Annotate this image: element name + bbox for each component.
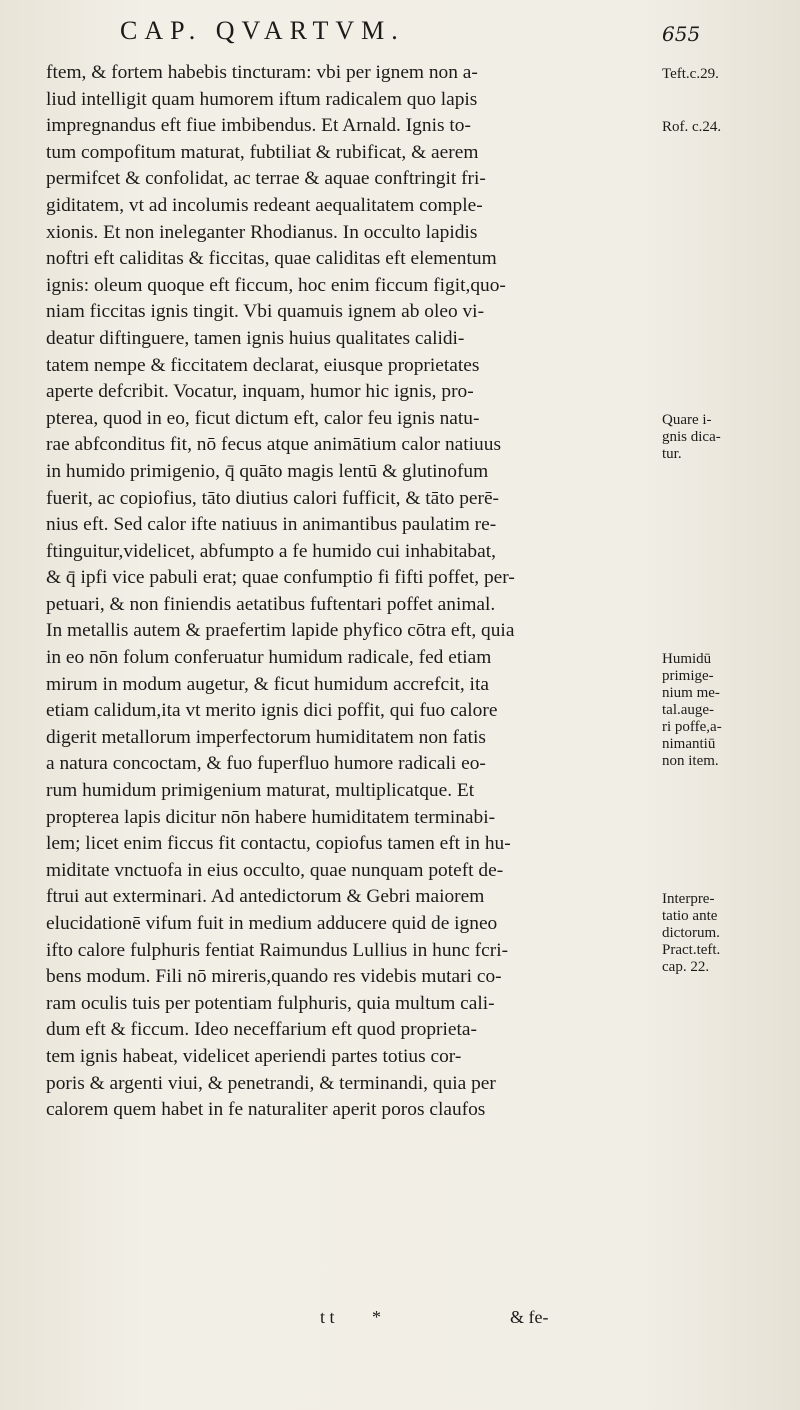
text-line: elucidationē vifum fuit in medium adducere quid de igneo [46, 913, 498, 934]
text-line: fuerit, ac copiofius, tāto diutius calori fufficit, & tāto perē- [46, 487, 500, 509]
text-line: noftri eft caliditas & ficcitas, quae caliditas eft elementum [46, 248, 497, 270]
text-line: In metallis autem & praefertim lapide phyfico cōtra eft, quia [46, 620, 515, 642]
text-line: nius eft. Sed calor ifte natiuus in animantibus paulatim re- [46, 514, 497, 536]
asterisk-mark: * [372, 1307, 381, 1327]
text-line: impregnandus eft fiue imbibendus. Et Arnald. Ignis to- [46, 115, 471, 137]
catchword: & fe- [510, 1307, 549, 1327]
margin-note: Teft.c.29. [662, 66, 719, 82]
text-line: petuari, & non finiendis aetatibus fuftentari poffet animal. [46, 593, 496, 615]
margin-note: ri poffe,a- [662, 719, 722, 736]
margin-note: dictorum. [662, 924, 720, 941]
text-line: giditatem, vt ad incolumis redeant aequalitatem comple- [46, 194, 483, 216]
margin-note: non item. [662, 753, 719, 770]
text-line: mirum in modum augetur, & ficut humidum accrefcit, ita [46, 673, 489, 695]
text-line: etiam calidum,ita vt merito ignis dici poffit, qui fuo calore [46, 700, 498, 722]
text-line: & q̄ ipfi vice pabuli erat; quae confumptio fi fifti poffet, per- [46, 567, 515, 589]
text-line: ftinguitur,videlicet, abfumpto a fe humido cui inhabitabat, [46, 540, 496, 562]
margin-note: Quare i- [662, 411, 712, 428]
text-line: tum compofitum maturat, fubtiliat & rubificat, & aerem [46, 141, 479, 163]
text-line: miditate vnctuofa in eius occulto, quae nunquam poteft de- [46, 859, 504, 881]
text-line: rae abfconditus fit, nō fecus atque animātium calor natiuus [46, 434, 501, 456]
folio-number: 655 [662, 22, 701, 46]
margin-note: Interpre- [662, 890, 715, 907]
text-line: tatem nempe & ficcitatem declarat, eiusque proprietates [46, 354, 480, 376]
margin-note: tur. [662, 445, 682, 462]
text-line: niam ficcitas ignis tingit. Vbi quamuis ignem ab oleo vi- [46, 301, 485, 323]
margin-note: cap. 22. [662, 958, 710, 975]
text-line: digerit metallorum imperfectorum humiditatem non fatis [46, 726, 486, 748]
text-line: ftem, & fortem habebis tincturam: vbi per ignem non a- [46, 62, 478, 83]
margin-note: nium me- [662, 685, 720, 702]
text-line: in humido primigenio, q̄ quāto magis lentū & glutinofum [46, 460, 489, 482]
text-line: calorem quem habet in fe naturaliter aperit poros claufos [46, 1099, 486, 1121]
margin-note: Humidū [662, 651, 712, 668]
text-line: ifto calore fulphuris fentiat Raimundus Lullius in hunc fcri- [46, 939, 509, 961]
text-line: xionis. Et non ineleganter Rhodianus. In occulto lapidis [46, 221, 478, 243]
text-line: propterea lapis dicitur nōn habere humiditatem terminabi- [46, 806, 496, 828]
text-line: aperte defcribit. Vocatur, inquam, humor hic ignis, pro- [46, 381, 474, 403]
text-line: dum eft & ficcum. Ideo neceffarium eft quod proprieta- [46, 1019, 477, 1041]
text-line: poris & argenti viui, & penetrandi, & terminandi, quia per [46, 1072, 496, 1094]
text-line: lem; licet enim ficcus fit contactu, copiofus tamen eft in hu- [46, 833, 511, 855]
text-line: ignis: oleum quoque eft ficcum, hoc enim ficcum figit,quo- [46, 274, 506, 296]
main-text-block [46, 60, 656, 1124]
running-head: CAP. QVARTVM. [120, 16, 405, 45]
text-line: rum humidum primigenium maturat, multiplicatque. Et [46, 780, 475, 802]
margin-note: tal.auge- [662, 702, 715, 719]
signature-mark: t t [320, 1307, 335, 1327]
margin-note: Pract.teft. [662, 941, 721, 958]
text-line: tem ignis habeat, videlicet aperiendi partes totius cor- [46, 1045, 462, 1067]
text-line: ftrui aut exterminari. Ad antedictorum & Gebri maiorem [46, 886, 485, 908]
text-line: liud intelligit quam humorem iftum radicalem quo lapis [46, 88, 478, 110]
margin-note: gnis dica- [662, 428, 721, 445]
text-line: bens modum. Fili nō mireris,quando res videbis mutari co- [46, 966, 502, 988]
text-line: deatur diftinguere, tamen ignis huius qualitates calidi- [46, 327, 465, 349]
text-line: ram oculis tuis per potentiam fulphuris, quia multum cali- [46, 992, 495, 1014]
text-line: pterea, quod in eo, ficut dictum eft, calor feu ignis natu- [46, 407, 480, 429]
margin-note: tatio ante [662, 907, 718, 924]
margin-note: nimantiū [662, 736, 716, 753]
page-header [92, 12, 732, 52]
text-line: permifcet & confolidat, ac terrae & aquae conftringit fri- [46, 168, 486, 190]
margin-note: Rof. c.24. [662, 119, 722, 136]
text-line: a natura concoctam, & fuo fuperfluo humore radicali eo- [46, 753, 486, 775]
margin-note: primige- [662, 668, 714, 685]
text-line: in eo nōn folum conferuatur humidum radicale, fed etiam [46, 647, 492, 669]
